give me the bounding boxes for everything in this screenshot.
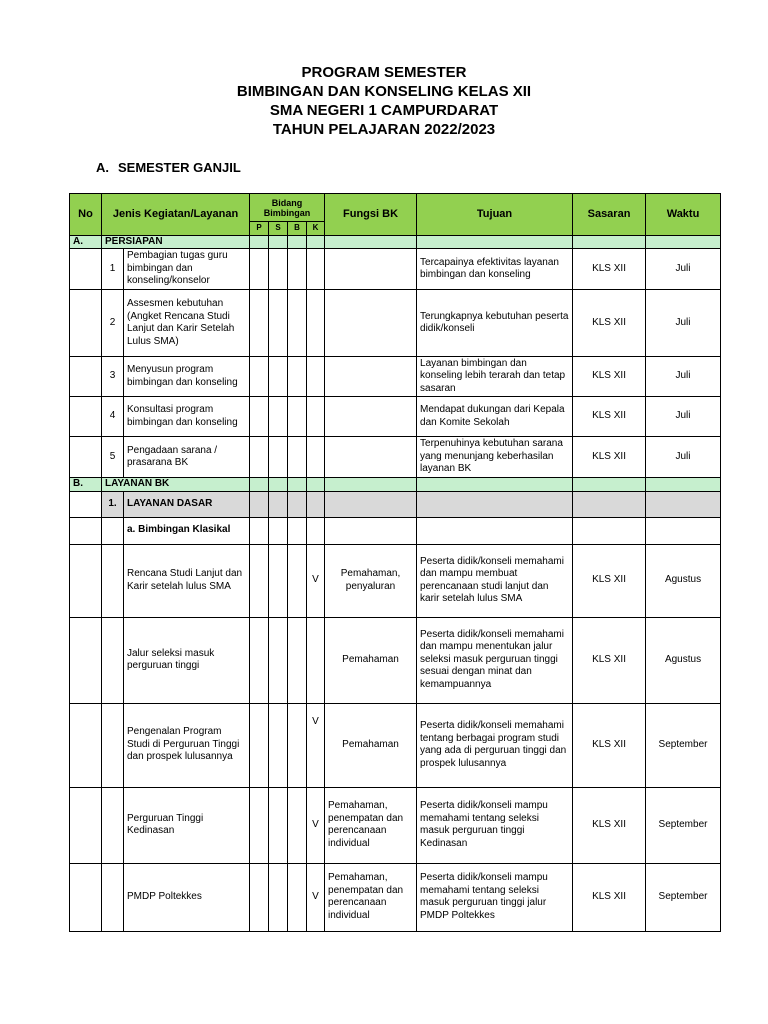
row-jenis: Rencana Studi Lanjut dan Karir setelah lulus SMA [124,544,250,617]
section-number: A. [96,160,109,175]
col-b: B [288,222,307,236]
row-tujuan: Tercapainya efektivitas layanan bimbingan dan konseling [417,249,573,290]
row-jenis: Assesmen kebutuhan (Angket Rencana Studi Lanjut dan Karir Setelah Lulus SMA) [124,290,250,357]
row-jenis: Perguruan Tinggi Kedinasan [124,787,250,863]
row-sasaran: KLS XII [573,544,646,617]
col-s: S [269,222,288,236]
row-jenis: Jalur seleksi masuk perguruan tinggi [124,617,250,703]
row-k: V [307,863,325,931]
row-waktu: September [646,863,721,931]
col-tujuan: Tujuan [417,194,573,236]
row-sasaran: KLS XII [573,290,646,357]
table-row [70,249,721,290]
row-sasaran: KLS XII [573,249,646,290]
row-fungsi: Pemahaman, penempatan dan perencanaan individual [325,863,417,931]
row-number: 4 [102,397,124,437]
row-waktu: Juli [646,397,721,437]
row-number: 2 [102,290,124,357]
layanan-number: 1. [102,491,124,517]
row-sasaran: KLS XII [573,617,646,703]
row-k: V [307,787,325,863]
subheading-label: a. Bimbingan Klasikal [124,517,250,544]
row-sasaran: KLS XII [573,703,646,787]
col-bidang: Bidang Bimbingan [250,194,325,222]
table-row [70,617,721,703]
row-waktu: Juli [646,290,721,357]
row-sasaran: KLS XII [573,397,646,437]
col-k: K [307,222,325,236]
row-waktu: Juli [646,249,721,290]
row-sasaran: KLS XII [573,787,646,863]
row-sasaran: KLS XII [573,437,646,478]
group-label: LAYANAN BK [102,478,250,492]
row-tujuan: Terungkapnya kebutuhan peserta didik/konseli [417,290,573,357]
row-jenis: Pengadaan sarana / prasarana BK [124,437,250,478]
section-heading [96,160,241,175]
row-waktu: Agustus [646,617,721,703]
row-jenis: PMDP Poltekkes [124,863,250,931]
table-row [70,290,721,357]
col-fungsi: Fungsi BK [325,194,417,236]
row-sasaran: KLS XII [573,863,646,931]
row-number: 3 [102,357,124,397]
group-code: A. [70,235,102,249]
table-row [70,544,721,617]
row-sasaran: KLS XII [573,357,646,397]
table-row [70,397,721,437]
row-waktu: September [646,703,721,787]
row-tujuan: Peserta didik/konseli memahami dan mampu membuat perencanaan studi lanjut dan karir setelah lulus SMA [417,544,573,617]
row-waktu: September [646,787,721,863]
row-jenis: Menyusun program bimbingan dan konseling [124,357,250,397]
row-tujuan: Mendapat dukungan dari Kepala dan Komite Sekolah [417,397,573,437]
table-row [70,437,721,478]
row-jenis: Konsultasi program bimbingan dan konseling [124,397,250,437]
layanan-dasar-row [70,491,721,517]
row-fungsi: Pemahaman, penyaluran [325,544,417,617]
col-no: No [70,194,102,236]
title-line-1: PROGRAM SEMESTER [301,64,467,81]
table-row [70,357,721,397]
title-line-2: BIMBINGAN DAN KONSELING KELAS XII [236,83,532,100]
row-jenis: Pengenalan Program Studi di Perguruan Tinggi dan prospek lulusannya [124,703,250,787]
col-sasaran: Sasaran [573,194,646,236]
table-row [70,863,721,931]
col-waktu: Waktu [646,194,721,236]
row-waktu: Agustus [646,544,721,617]
row-k: V [307,544,325,617]
group-row-layanan [70,478,721,492]
row-fungsi: Pemahaman [325,703,417,787]
row-number: 5 [102,437,124,478]
row-tujuan: Peserta didik/konseli mampu memahami tentang seleksi masuk perguruan tinggi Kedinasan [417,787,573,863]
row-k [307,617,325,703]
row-waktu: Juli [646,357,721,397]
row-number: 1 [102,249,124,290]
program-table [69,193,721,932]
table-row [70,787,721,863]
row-waktu: Juli [646,437,721,478]
row-tujuan: Layanan bimbingan dan konseling lebih terarah dan tetap sasaran [417,357,573,397]
row-tujuan: Terpenuhinya kebutuhan sarana yang menunjang keberhasilan layanan BK [417,437,573,478]
col-p: P [250,222,269,236]
document-title [0,63,768,139]
title-line-3: SMA NEGERI 1 CAMPURDARAT [269,102,499,119]
layanan-label: LAYANAN DASAR [124,491,250,517]
title-line-4: TAHUN PELAJARAN 2022/2023 [272,121,496,138]
group-code: B. [70,478,102,492]
row-jenis: Pembagian tugas guru bimbingan dan konseling/konselor [124,249,250,290]
row-fungsi: Pemahaman [325,617,417,703]
row-fungsi: Pemahaman, penempatan dan perencanaan individual [325,787,417,863]
row-k: V [307,703,325,787]
row-tujuan: Peserta didik/konseli memahami tentang berbagai program studi yang ada di perguruan tinggi dan prospek lulusannya [417,703,573,787]
section-label: SEMESTER GANJIL [118,160,241,175]
group-label: PERSIAPAN [102,235,250,249]
row-tujuan: Peserta didik/konseli memahami dan mampu menentukan jalur seleksi masuk perguruan tinggi sesuai dengan minat dan kemampuannya [417,617,573,703]
col-jenis: Jenis Kegiatan/Layanan [102,194,250,236]
subheading-row [70,517,721,544]
group-row-persiapan [70,235,721,249]
row-tujuan: Peserta didik/konseli mampu memahami tentang seleksi masuk perguruan tinggi jalur PMDP Poltekkes [417,863,573,931]
table-row [70,703,721,787]
